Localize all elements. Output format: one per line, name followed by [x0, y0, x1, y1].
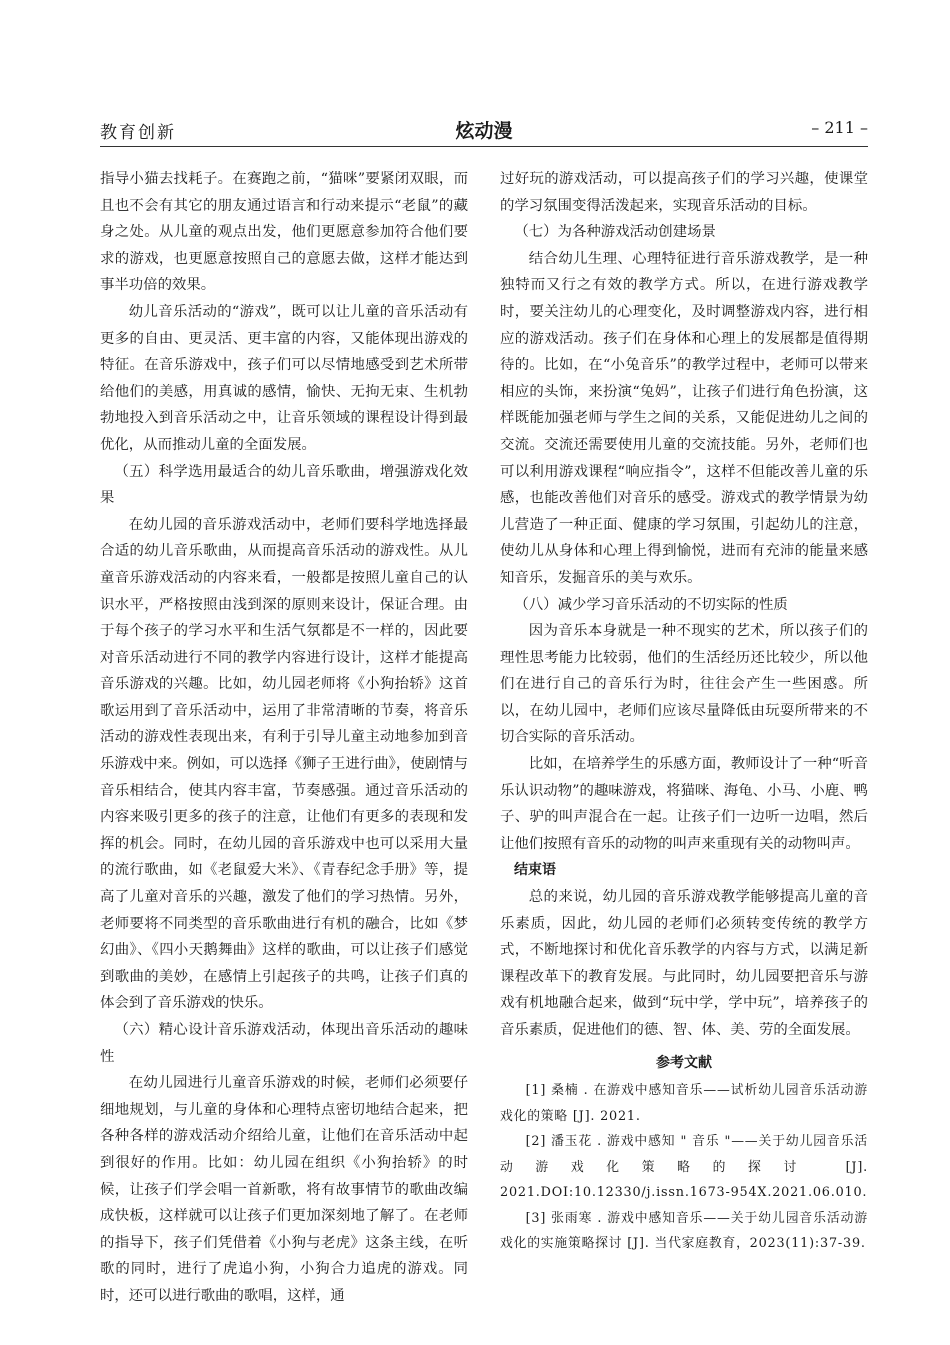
reference-item: [3] 张雨寒 . 游戏中感知音乐——关于幼儿园音乐活动游戏化的实施策略探讨 [J]. 当代家庭教育，2023(11):37-39. — [500, 1210, 868, 1252]
paragraph: 因为音乐本身就是一种不现实的艺术，所以孩子们的理性思考能力比较弱，他们的生活经历还比较少，所以他们在进行自己的音乐行为时，往往会产生一些困惑。所以，在幼儿园中，老师们应该尽量降低由玩耍所带来的不切合实际的音乐活动。 — [500, 623, 868, 746]
paragraph: 在幼儿园的音乐游戏活动中，老师们要科学地选择最合适的幼儿音乐歌曲，从而提高音乐活动的游戏性。从儿童音乐游戏活动的内容来看，一般都是按照儿童自己的认识水平，严格按照由浅到深的原则来设计，保证合理。由于每个孩子的学习水平和生活气氛都是不一样的，因此要对音乐活动进行不同的教学内容进行设计，这样才能提高音乐游戏的兴趣。比如，幼儿园老师将《小狗抬轿》这首歌运用到了音乐活动中，运用了非常清晰的节奏，将音乐活动的游戏性表现出来，有利于引导儿童主动地参加到音乐游戏中来。例如，可以选择《狮子王进行曲》，使剧情与音乐相结合，使其内容丰富，节奏感强。通过音乐活动的内容来吸引更多的孩子的注意，让他们有更多的表现和发挥的机会。同时，在幼儿园的音乐游戏中也可以采用大量的流行歌曲，如《老鼠爱大米》、《青春纪念手册》等，提高了儿童对音乐的兴趣，激发了他们的学习热情。另外，老师要将不同类型的音乐歌曲进行有机的融合，比如《梦幻曲》、《四小天鹅舞曲》这样的歌曲，可以让孩子们感觉到歌曲的美妙，在感情上引起孩子的共鸣，让孩子们真的体会到了音乐游戏的快乐。 — [100, 516, 468, 1012]
reference-item: [2] 潘玉花 . 游戏中感知 " 音乐 "——关于幼儿园音乐活动游戏化策略的探讨 [J]. 2021.DOI:10.12330/j.issn.1673-954X.2021.06.010. — [500, 1134, 868, 1201]
paragraph: 指导小猫去找耗子。在赛跑之前，“猫咪”要紧闭双眼，而且也不会有其它的朋友通过语言和行动来提示“老鼠”的藏身之处。从儿童的观点出发，他们更愿意参加符合他们要求的游戏，也更愿意按照自己的意愿去做，这样才能达到事半功倍的效果。 — [100, 171, 468, 294]
right-column — [500, 166, 868, 1257]
paragraph: 在幼儿园进行儿童音乐游戏的时候，老师们必须要仔细地规划，与儿童的身体和心理特点密切地结合起来，把各种各样的游戏活动介绍给儿童，让他们在音乐活动中起到很好的作用。比如：幼儿园在组织《小狗抬轿》的时候，让孩子们学会唱一首新歌，将有故事情节的歌曲改编成快板，这样就可以让孩子们更加深刻地了解了。在老师的指导下，孩子们凭借着《小狗与老虎》这条主线，在听歌的同时，进行了虎追小狗，小狗合力追虎的游戏。同时，还可以进行歌曲的歌唱，这样，通 — [100, 1075, 468, 1304]
paragraph: 结合幼儿生理、心理特征进行音乐游戏教学，是一种独特而又行之有效的教学方式。所以，在进行游戏教学时，要关注幼儿的心理变化，及时调整游戏内容，进行相应的游戏活动。孩子们在身体和心理上的发展都是值得期待的。比如，在“小兔音乐”的教学过程中，老师可以带来相应的头饰，来扮演“兔妈”，让孩子们进行角色扮演，这样既能加强老师与学生之间的关系，又能促进幼儿之间的交流。交流还需要使用儿童的交流技能。另外，老师们也可以利用游戏课程“响应指令”，这样不但能改善儿童的乐感，也能改善他们对音乐的感受。游戏式的教学情景为幼儿营造了一种正面、健康的学习氛围，引起幼儿的注意，使幼儿从身体和心理上得到愉悦，进而有充沛的能量来感知音乐，发掘音乐的美与欢乐。 — [500, 250, 868, 586]
section-heading-5: （五）科学选用最适合的幼儿音乐歌曲，增强游戏化效果 — [100, 463, 468, 507]
section-heading-8: （八）减少学习音乐活动的不切实际的性质 — [514, 596, 788, 613]
section-heading-7: （七）为各种游戏活动创建场景 — [514, 224, 716, 241]
paragraph: 过好玩的游戏活动，可以提高孩子们的学习兴趣，使课堂的学习氛围变得活泼起来，实现音乐活动的目标。 — [500, 171, 868, 214]
journal-title: 炫动漫 — [455, 120, 513, 142]
journal-name: 教育创新 — [100, 123, 176, 143]
paragraph: 总的来说，幼儿园的音乐游戏教学能够提高儿童的音乐素质，因此，幼儿园的老师们必须转变传统的教学方式，不断地探讨和优化音乐教学的内容与方式，以满足新课程改革下的教育发展。与此同时，幼儿园要把音乐与游戏有机地融合起来，做到“玩中学，学中玩”，培养孩子的音乐素质，促进他们的德、智、体、美、劳的全面发展。 — [500, 889, 868, 1038]
left-column — [100, 166, 468, 1310]
references-heading: 参考文献 — [656, 1054, 712, 1071]
reference-item: [1] 桑楠 . 在游戏中感知音乐——试析幼儿园音乐活动游戏化的策略 [J]. 2021. — [500, 1083, 868, 1124]
section-heading-6: （六）精心设计音乐游戏活动，体现出音乐活动的趣味性 — [100, 1022, 468, 1065]
page-header — [100, 118, 868, 148]
paragraph: 比如，在培养学生的乐感方面，教师设计了一种“听音乐认识动物”的趣味游戏，将猫咪、海龟、小马、小鹿、鸭子、驴的叫声混合在一起。让孩子们一边听一边唱，然后让他们按照有音乐的动物的叫声来重现有关的动物叫声。 — [500, 756, 868, 852]
header-rule — [100, 146, 868, 147]
page-number: – 211 – — [811, 118, 868, 137]
conclusion-heading: 结束语 — [514, 862, 556, 879]
paragraph: 幼儿音乐活动的“游戏”，既可以让儿童的音乐活动有更多的自由、更灵活、更丰富的内容，又能体现出游戏的特征。在音乐游戏中，孩子们可以尽情地感受到艺术所带给他们的美感，用真诚的感情，愉快、无拘无束、生机勃勃地投入到音乐活动之中，让音乐领域的课程设计得到最优化，从而推动儿童的全面发展。 — [100, 303, 468, 453]
